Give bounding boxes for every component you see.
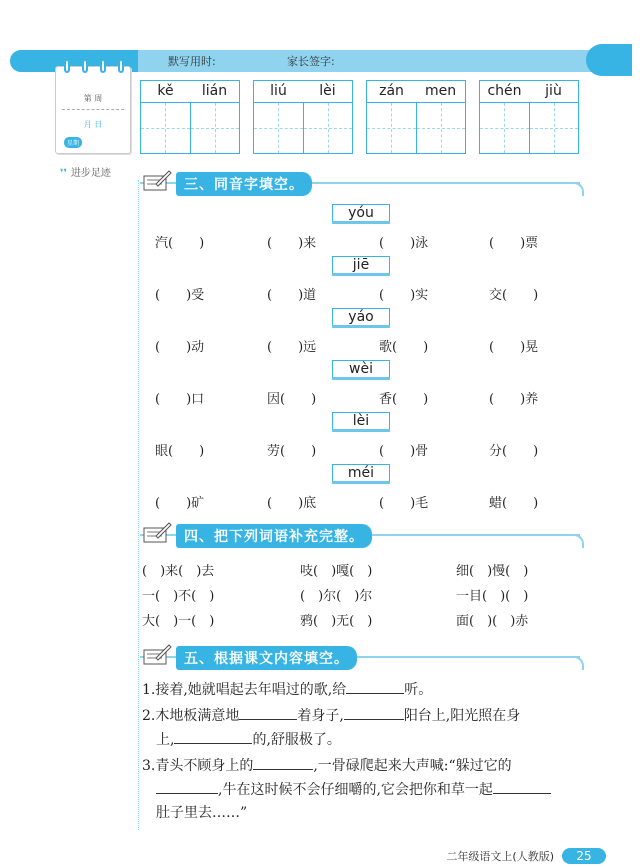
homophone-item[interactable]: 汽( ) (155, 236, 205, 251)
ring-icon (64, 59, 70, 73)
homophone-item[interactable]: ( )票 (489, 236, 539, 251)
question-text: 阳台上,阳光照在身 (403, 708, 521, 724)
pinyin-syllable: lián (201, 83, 228, 99)
pinyin-syllable: zán (379, 83, 404, 99)
word-item[interactable]: 鸦( )无( ) (300, 614, 373, 629)
homophone-item[interactable]: 眼( ) (155, 444, 205, 459)
word-item[interactable]: 细( )慢( ) (456, 564, 529, 579)
pencil-icon (142, 168, 172, 194)
homophone-item[interactable]: ( )骨 (379, 444, 429, 459)
answer-blank[interactable] (239, 706, 297, 720)
pencil-icon (142, 642, 172, 668)
pinyin-syllable: chén (487, 83, 522, 99)
question-3-cont (156, 780, 551, 799)
homophone-item[interactable]: ( )道 (267, 288, 317, 303)
section-3-header (140, 172, 580, 198)
parent-signature-label: 家长签字: (287, 55, 335, 68)
section-4-header (140, 524, 580, 550)
footprint-icon: ❜❜ (60, 168, 67, 179)
pinyin-box[interactable] (140, 80, 240, 154)
pinyin-tag: yáo (332, 308, 390, 326)
homophone-item[interactable]: ( )动 (155, 340, 205, 355)
divider (62, 109, 124, 110)
question-text: 着身子, (297, 708, 344, 724)
homophone-item[interactable]: ( )毛 (379, 496, 429, 511)
pinyin-tag: wèi (332, 360, 390, 378)
ring-icon (100, 59, 106, 73)
section-3-title: 三、同音字填空。 (176, 172, 312, 196)
writing-cell[interactable] (304, 103, 353, 153)
section-5-header (140, 646, 580, 672)
pinyin-tag: yóu (332, 204, 390, 222)
word-item[interactable]: 一目( )( ) (456, 589, 529, 604)
margin-line (138, 180, 139, 830)
progress-label: 进步足迹 (70, 168, 111, 179)
homophone-item[interactable]: ( )矿 (155, 496, 205, 511)
answer-blank[interactable] (344, 706, 404, 720)
question-text: 的,舒服极了。 (252, 732, 341, 748)
homophone-item[interactable]: 因( ) (267, 392, 317, 407)
pinyin-syllable: kě (157, 83, 174, 99)
calendar-card (55, 66, 131, 154)
pinyin-box[interactable] (479, 80, 579, 154)
question-3-end (156, 804, 247, 822)
homophone-item[interactable]: ( )口 (155, 392, 205, 407)
question-2-cont (156, 730, 341, 749)
question-text: 1.接着,她就唱起去年唱过的歌,给 (142, 682, 347, 698)
header-band-right (586, 44, 632, 76)
question-text: ,一骨碌爬起来大声喊:“躲过它的 (313, 758, 512, 774)
question-text: ,牛在这时候不会仔细嚼的,它会把你和草一起 (218, 782, 493, 798)
pinyin-syllable: men (424, 83, 457, 99)
question-2 (142, 706, 520, 725)
writing-cell[interactable] (254, 103, 304, 153)
week-label: 第 周 (83, 94, 103, 103)
progress-footprint (60, 164, 111, 179)
writing-cell[interactable] (530, 103, 579, 153)
homophone-item[interactable]: ( )受 (155, 288, 205, 303)
date-label: 月 日 (83, 120, 103, 129)
homophone-item[interactable]: 蜡( ) (489, 496, 539, 511)
homophone-item[interactable]: ( )实 (379, 288, 429, 303)
homophone-item[interactable]: 分( ) (489, 444, 539, 459)
question-text: 2.木地板满意地 (142, 708, 240, 724)
section-4-title: 四、把下列词语补充完整。 (176, 524, 372, 548)
homophone-item[interactable]: ( )泳 (379, 236, 429, 251)
question-text: 听。 (404, 682, 433, 698)
word-item[interactable]: 大( )一( ) (142, 614, 215, 629)
pinyin-tag: méi (332, 464, 390, 482)
answer-blank[interactable] (493, 780, 551, 794)
answer-blank[interactable] (174, 730, 252, 744)
homophone-item[interactable]: 歌( ) (379, 340, 429, 355)
pinyin-tag: lèi (332, 412, 390, 430)
page-number: 25 (562, 848, 606, 864)
homophone-item[interactable]: 交( ) (489, 288, 539, 303)
pinyin-box[interactable] (366, 80, 466, 154)
question-text: 3.青头不顾身上的 (142, 758, 254, 774)
ring-icon (82, 59, 88, 73)
answer-blank[interactable] (253, 756, 313, 770)
book-title: 二年级语文上(人教版) (446, 850, 554, 863)
homophone-item[interactable]: ( )来 (267, 236, 317, 251)
question-3 (142, 756, 512, 775)
homophone-item[interactable]: 劳( ) (267, 444, 317, 459)
ring-icon (118, 59, 124, 73)
pinyin-syllable: liú (270, 83, 287, 99)
homophone-item[interactable]: ( )养 (489, 392, 539, 407)
homophone-item[interactable]: ( )底 (267, 496, 317, 511)
pinyin-syllable: lèi (319, 83, 336, 99)
pinyin-syllable: jiù (545, 83, 562, 99)
question-text: 上, (156, 732, 175, 748)
writing-cell[interactable] (141, 103, 191, 153)
writing-cell[interactable] (417, 103, 466, 153)
writing-cell[interactable] (480, 103, 530, 153)
answer-blank[interactable] (156, 780, 218, 794)
word-item[interactable]: ( )来( )去 (142, 564, 215, 579)
dictation-time-label: 默写用时: (168, 55, 216, 68)
pinyin-box[interactable] (253, 80, 353, 154)
writing-cell[interactable] (367, 103, 417, 153)
question-1 (142, 680, 432, 699)
section-5-title: 五、根据课文内容填空。 (176, 646, 357, 670)
question-text: 肚子里去……” (156, 805, 248, 821)
writing-cell[interactable] (191, 103, 240, 153)
answer-blank[interactable] (346, 680, 404, 694)
homophone-item[interactable]: 香( ) (379, 392, 429, 407)
homophone-item[interactable]: ( )晃 (489, 340, 539, 355)
word-item[interactable]: 面( )( )赤 (456, 614, 529, 629)
pencil-icon (142, 520, 172, 546)
pinyin-tag: jiē (332, 256, 390, 274)
weekday-badge: 星期 (64, 137, 82, 148)
homophone-item[interactable]: ( )远 (267, 340, 317, 355)
word-item[interactable]: ( )尔( )尔 (300, 589, 373, 604)
word-item[interactable]: 吱( )嘎( ) (300, 564, 373, 579)
word-item[interactable]: 一( )不( ) (142, 589, 215, 604)
